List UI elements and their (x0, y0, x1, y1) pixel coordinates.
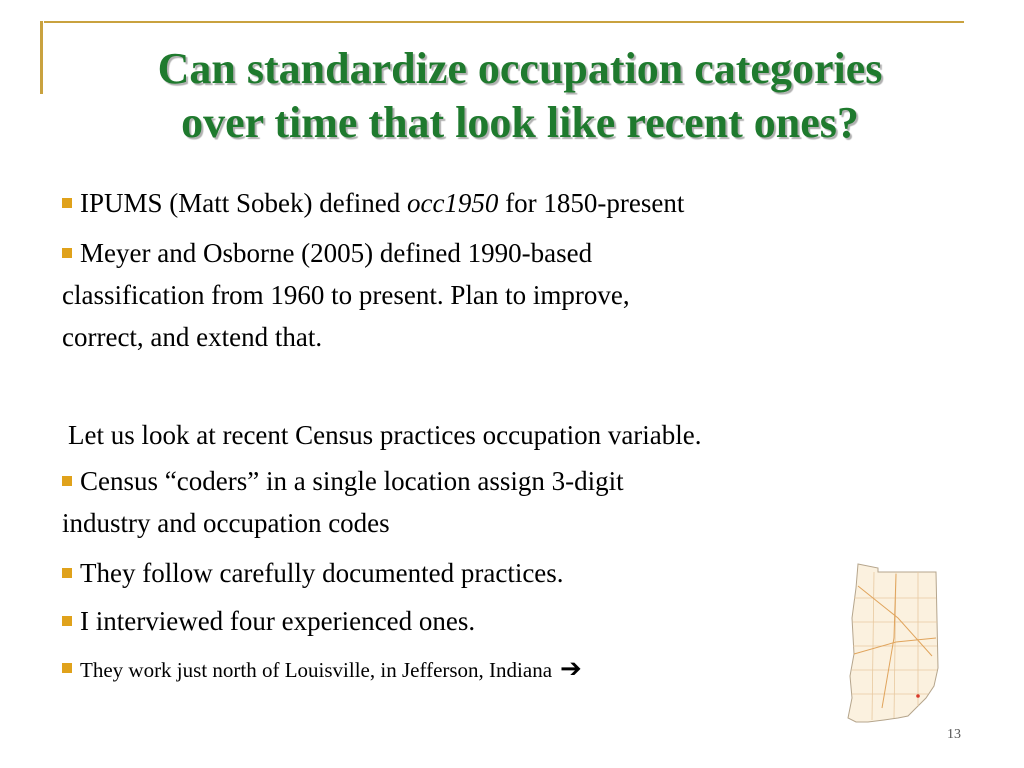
bullet-square-icon (62, 198, 72, 208)
title-line-2: over time that look like recent ones? (181, 98, 859, 147)
bullet-text: industry and occupation codes (62, 508, 390, 538)
bullet-text: IPUMS (Matt Sobek) defined (80, 188, 407, 218)
title-line-1: Can standardize occupation categories (157, 44, 883, 93)
plain-statement: Let us look at recent Census practices occupation variable. (68, 420, 702, 450)
bullet-text: for 1850-present (498, 188, 685, 218)
arrow-right-icon: ➔ (560, 654, 582, 683)
bullet-square-icon (62, 476, 72, 486)
bullet-square-icon (62, 616, 72, 626)
bullet-text: classification from 1960 to present. Plan to improve, (62, 280, 630, 310)
bullet-interviews (62, 600, 862, 642)
bullet-text: They work just north of Louisville, in Jefferson, Indiana (80, 658, 553, 682)
bullet-meyer-osborne (62, 232, 862, 358)
bullet-practices (62, 552, 862, 594)
page-number: 13 (947, 727, 961, 742)
bullet-text: Census “coders” in a single location assign 3-digit (80, 466, 624, 496)
bullet-square-icon (62, 568, 72, 578)
bullet-square-icon (62, 663, 72, 673)
bullet-square-icon (62, 248, 72, 258)
bullet-text: Meyer and Osborne (2005) defined 1990-based (80, 238, 593, 268)
bullet-text: I interviewed four experienced ones. (80, 606, 476, 636)
bullet-text: They follow carefully documented practices. (80, 558, 564, 588)
frame-top-rule (44, 21, 964, 23)
bullet-census-coders (62, 460, 862, 544)
indiana-map (838, 558, 948, 730)
emphasis-text: occ1950 (406, 188, 499, 218)
slide-title (60, 42, 980, 150)
bullet-text: correct, and extend that. (62, 322, 323, 352)
bullet-ipums (62, 182, 862, 224)
frame-left-rule (40, 21, 43, 94)
bullet-location (62, 648, 862, 691)
